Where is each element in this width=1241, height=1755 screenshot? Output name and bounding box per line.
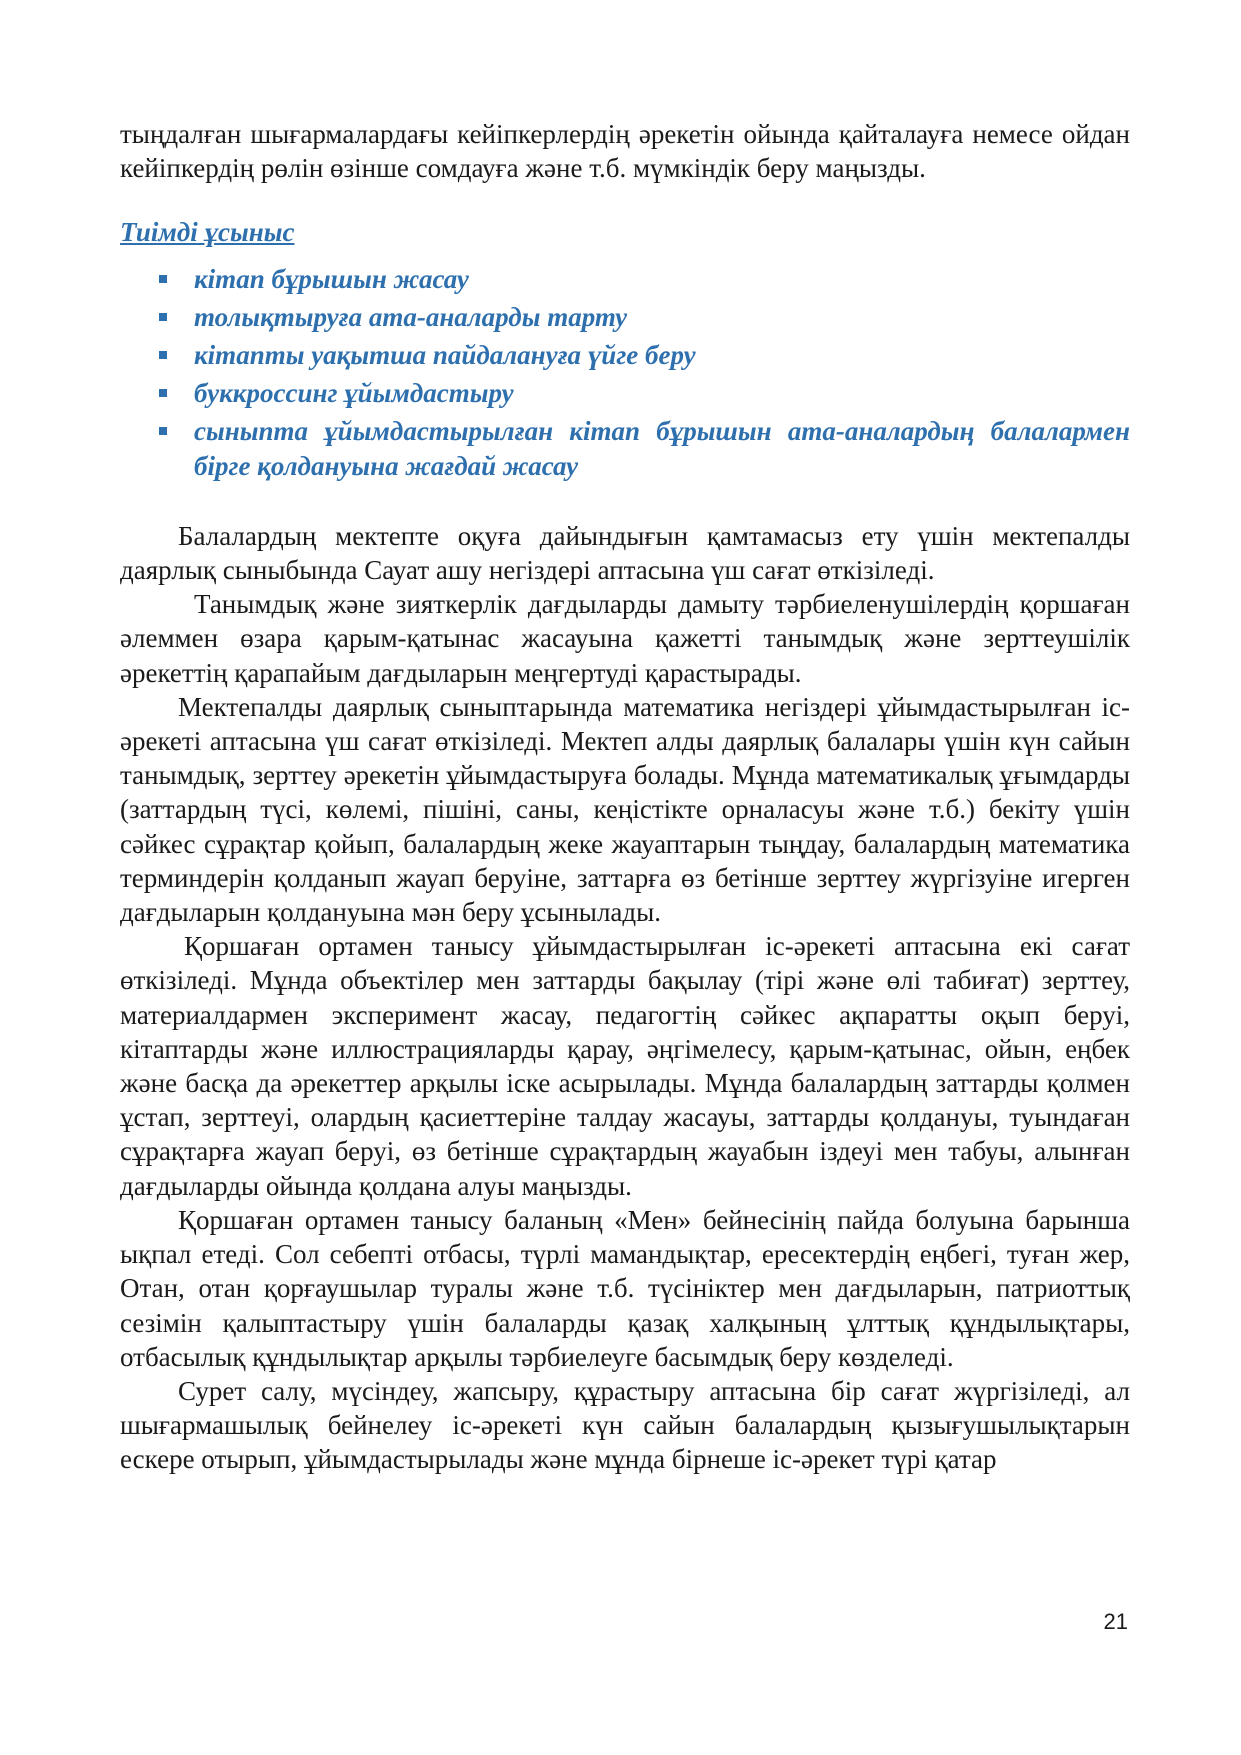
intro-paragraph: тыңдалған шығармалардағы кейіпкерлердің әрекетін ойында қайталауға немесе ойдан кейіпкердің рөлін өзінше сомдауға және т.б. мүмкіндік беру маңызды.: [120, 119, 1130, 184]
list-item-text: сыныпта ұйымдастырылған кітап бұрышын ата-аналардың балалармен бірге қолдануына жағдай жасау: [194, 416, 1130, 481]
square-bullet-icon: [159, 427, 167, 435]
list-item: [120, 262, 1130, 296]
list-item-text: кітап бұрышын жасау: [194, 263, 469, 294]
page-number: 21: [1103, 1609, 1128, 1634]
body-paragraph: Сурет салу, мүсіндеу, жапсыру, құрастыру аптасына бір сағат жүргізіледі, ал шығармашылық бейнелеу іс-әрекеті күн сайын балалардың қызығушылықтарын ескере отырып, ұйымдастырылады және мұнда бірнеше іс-әрекет түрі қатар: [120, 1375, 1130, 1475]
square-bullet-icon: [159, 275, 167, 283]
page-content: [120, 117, 1130, 1477]
list-item: [120, 338, 1130, 372]
square-bullet-icon: [159, 313, 167, 321]
square-bullet-icon: [159, 389, 167, 397]
body-paragraph: Танымдық және зияткерлік дағдыларды дамыту тәрбиеленушілердің қоршаған әлеммен өзара қарым-қатынас жасауына қажетті танымдық және зерттеушілік әрекеттің қарапайым дағдыларын меңгертуді қарастырады.: [120, 589, 1130, 688]
list-item-text: буккроссинг ұйымдастыру: [194, 378, 514, 409]
list-item: [120, 376, 1130, 410]
recommendation-list: [120, 262, 1130, 483]
body-paragraph: Қоршаған ортамен танысу баланың «Мен» бейнесінің пайда болуына барынша ықпал етеді. Сол себепті отбасы, түрлі мамандықтар, ересектердің еңбегі, туған жер, Отан, отан қорғаушылар туралы және т.б. түсініктер мен дағдыларын, патриоттық сезімін қалыптастыру үшін балаларды қазақ халқының ұлттық құндылықтары, отбасылық құндылықтар арқылы тәрбиелеуге басымдық беру көзделеді.: [120, 1204, 1130, 1372]
list-item: [120, 300, 1130, 334]
body-paragraph: Балалардың мектепте оқуға дайындығын қамтамасыз ету үшін мектепалды даярлық сыныбында Сауат ашу негіздері аптасына үш сағат өткізіледі.: [120, 520, 1130, 586]
list-item-text: кітапты уақытша пайдалануға үйге беру: [194, 340, 696, 371]
body-paragraph: Мектепалды даярлық сыныптарында математика негіздері ұйымдастырылған іс-әрекеті аптасына үш сағат өткізіледі. Мектеп алды даярлық балалары үшін күн сайын танымдық, зерттеу әрекетін ұйымдастыруға болады. Мұнда математикалық ұғымдарды (заттардың түсі, көлемі, пішіні, саны, кеңістікте орналасуы және т.б.) бекіту үшін сәйкес сұрақтар қойып, балалардың жеке жауаптарын тыңдау, балалардың математика терминдерін қолданып жауап беруіне, заттарға өз бетінше зерттеу жүргізуіне игерген дағдыларын қолдануына мән беру ұсынылады.: [120, 691, 1130, 928]
list-item: [120, 414, 1130, 482]
recommendation-heading: Тиімді ұсыныс: [120, 217, 295, 248]
body-paragraph: Қоршаған ортамен танысу ұйымдастырылған іс-әрекеті аптасына екі сағат өткізіледі. Мұнда объектілер мен заттарды бақылау (тірі және өлі табиғат) зерттеу, материалдармен эксперимент жасау, педагогтің сәйкес ақпаратты оқып беруі, кітаптарды және иллюстрацияларды қарау, әңгімелесу, қарым-қатынас, ойын, еңбек және басқа да әрекеттер арқылы іске асырылады. Мұнда балалардың заттарды қолмен ұстап, зерттеуі, олардың қасиеттеріне талдау жасауы, заттарды қолдануы, туындаған сұрақтарға жауап беруі, өз бетінше сұрақтардың жауабын іздеуі мен табуы, алынған дағдыларды ойында қолдана алуы маңызды.: [120, 931, 1130, 1201]
list-item-text: толықтыруға ата-аналарды тарту: [194, 301, 628, 332]
square-bullet-icon: [159, 351, 167, 359]
